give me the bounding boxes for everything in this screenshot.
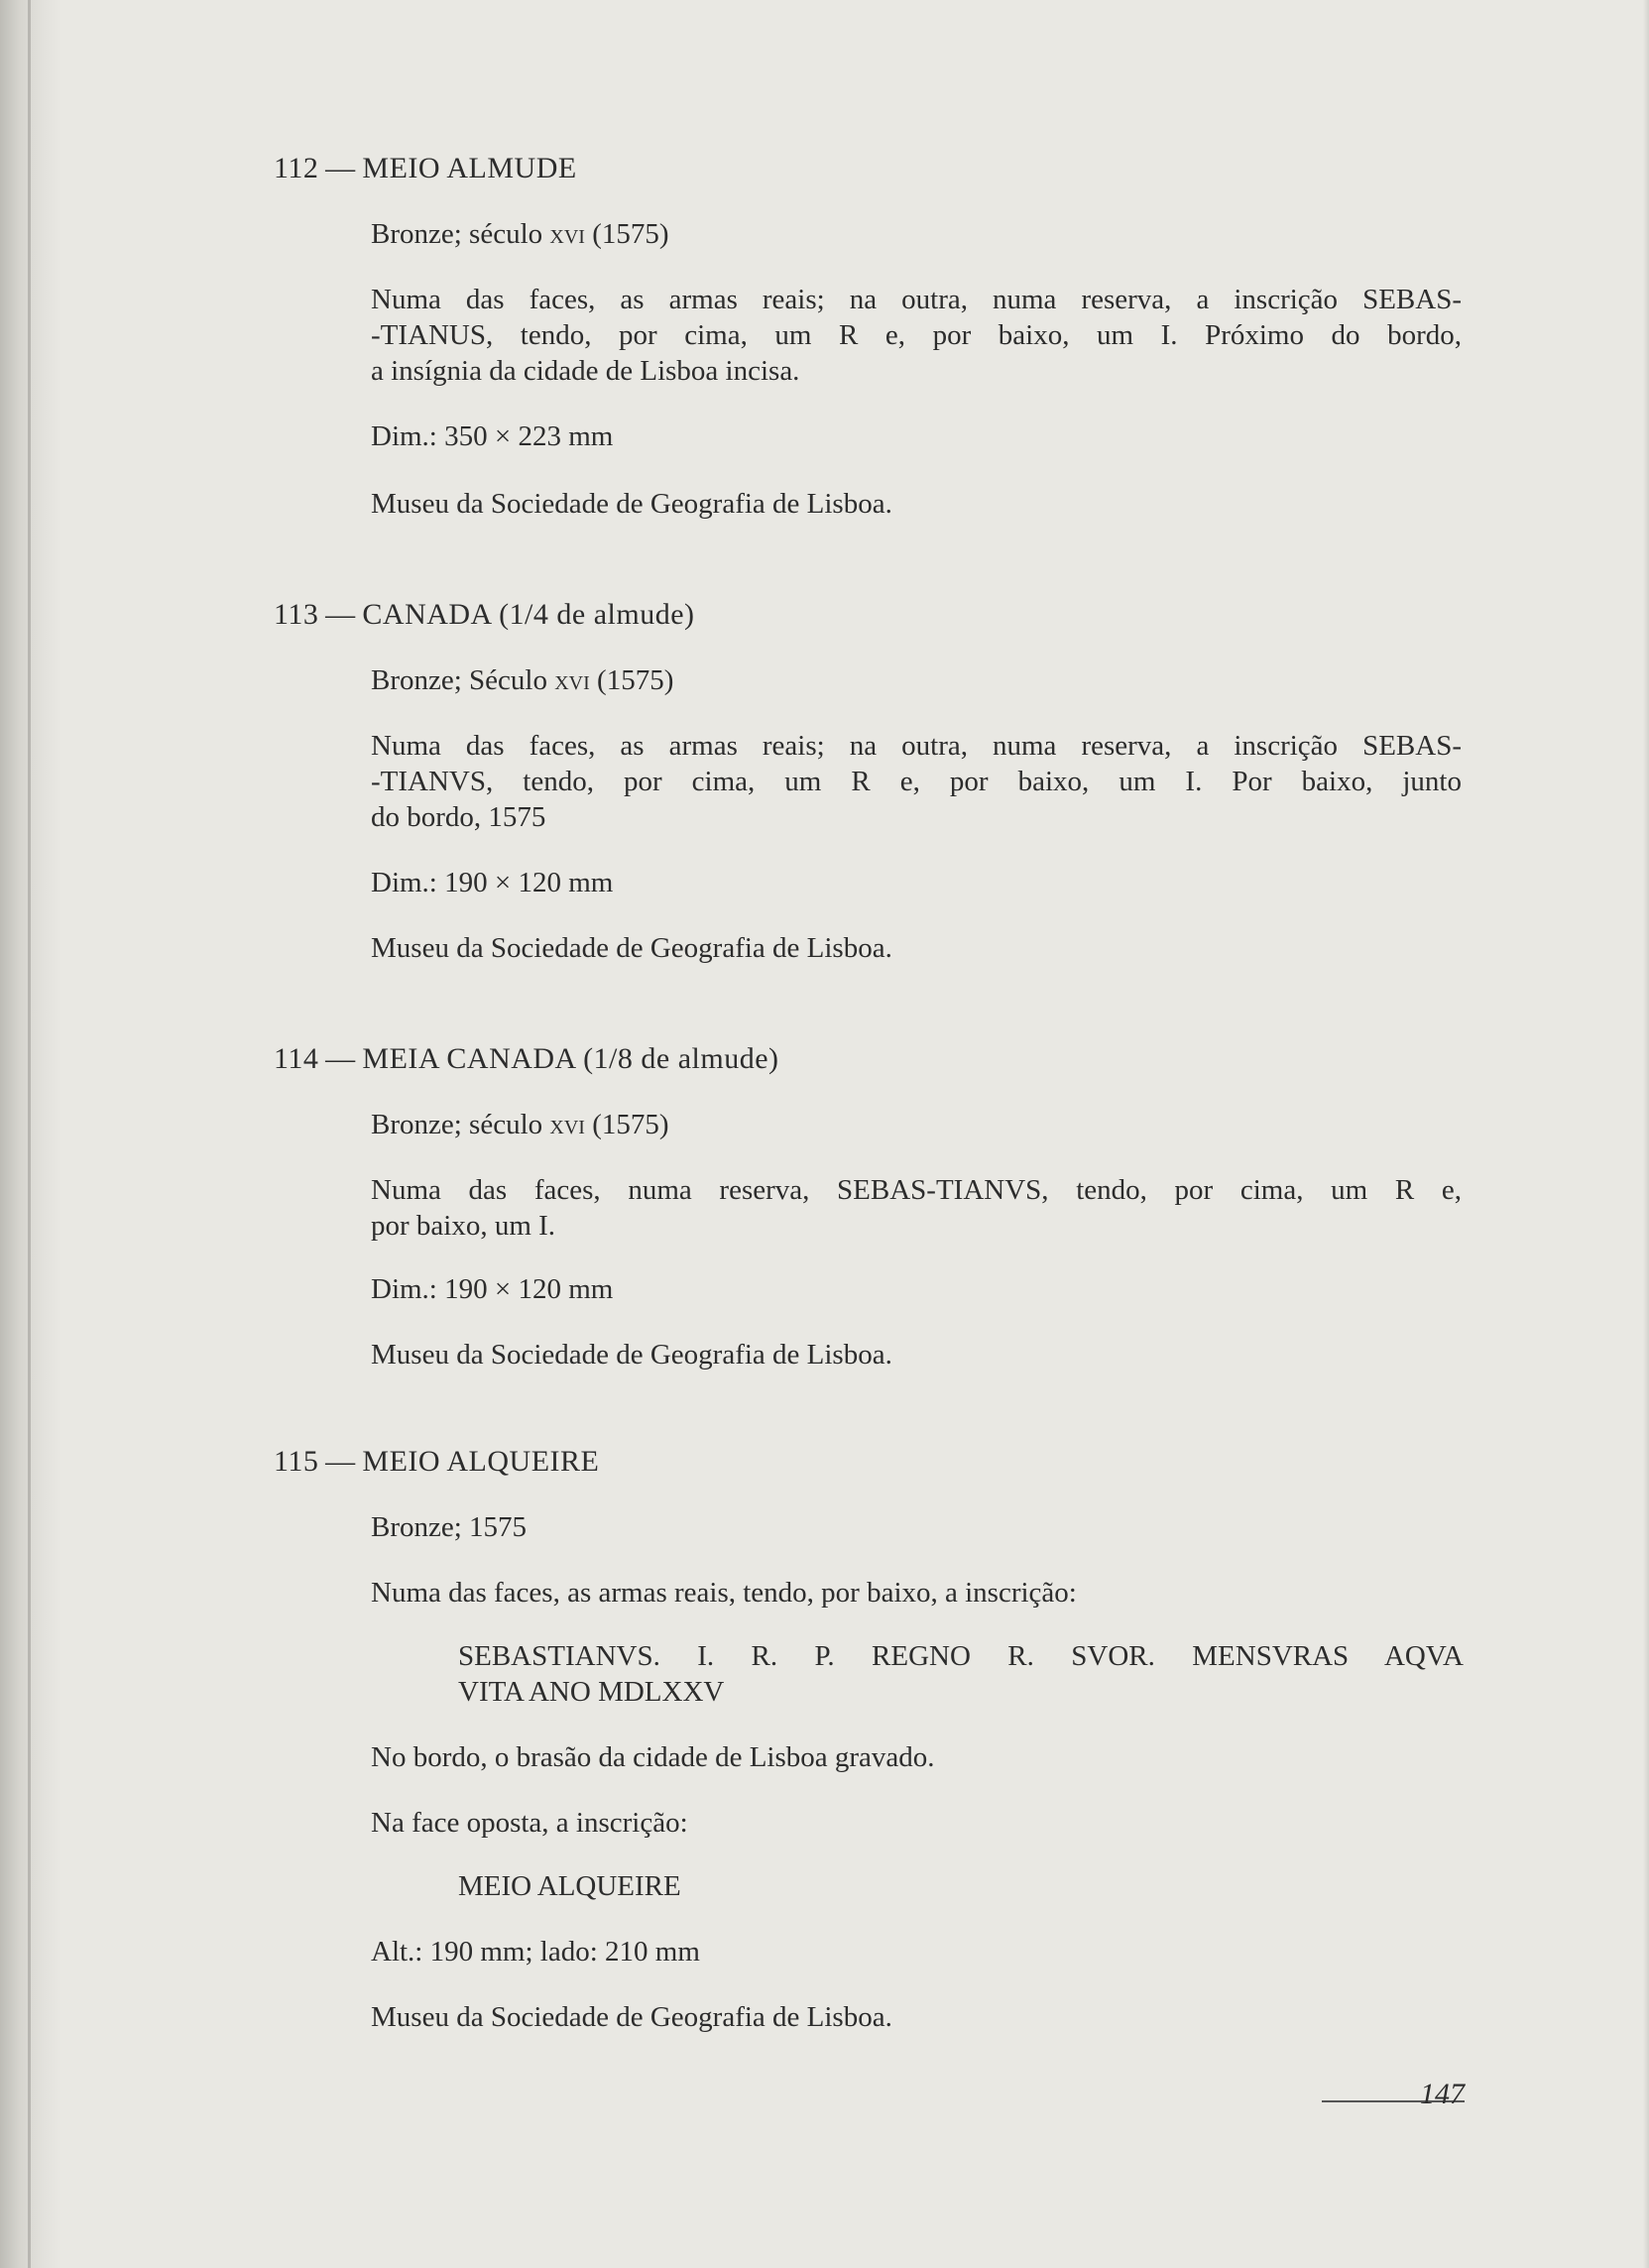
page-gutter [0,0,61,2268]
entry-number: 112 [274,152,319,184]
entry-material: Bronze; século xvi (1575) [371,1109,669,1140]
entry-museum: Museu da Sociedade de Geografia de Lisboa. [371,932,892,964]
entry-dash: — [325,598,356,631]
entry-description-line: Numa das faces, as armas reais; na outra, numa reserva, a inscrição SEBAS- [371,730,1462,762]
entry-description-line: Numa das faces, as armas reais, tendo, por baixo, a inscrição: [371,1577,1077,1609]
entry-dimensions: Alt.: 190 mm; lado: 210 mm [371,1936,700,1968]
entry-description-line: do bordo, 1575 [371,801,546,833]
entry-heading [274,597,695,633]
inscription-line: SEBASTIANVS. I. R. P. REGNO R. SVOR. MENSVRAS AQVA [458,1640,1464,1672]
entry-dimensions: Dim.: 350 × 223 mm [371,420,614,452]
entry-museum: Museu da Sociedade de Geografia de Lisboa. [371,2001,892,2033]
entry-rim-note: No bordo, o brasão da cidade de Lisboa gravado. [371,1741,935,1773]
gutter-line [28,0,31,2268]
entry-material: Bronze; século xvi (1575) [371,218,669,250]
entry-dash: — [325,152,356,184]
entry-title: MEIO ALMUDE [362,152,577,184]
inscription-line: MEIO ALQUEIRE [458,1870,681,1902]
entry-title: CANADA (1/4 de almude) [362,598,695,631]
entry-heading [274,1444,599,1480]
entry-description-line: Numa das faces, as armas reais; na outra, numa reserva, a inscrição SEBAS- [371,284,1462,315]
entry-opposite-face: Na face oposta, a inscrição: [371,1807,688,1839]
entry-material: Bronze; Século xvi (1575) [371,664,674,696]
entry-title: MEIA CANADA (1/8 de almude) [362,1042,779,1075]
page-number: 147 [1420,2078,1465,2110]
entry-dash: — [325,1042,356,1075]
entry-description-line: Numa das faces, numa reserva, SEBAS-TIANVS, tendo, por cima, um R e, [371,1174,1462,1206]
entry-museum: Museu da Sociedade de Geografia de Lisboa. [371,1339,892,1371]
entry-heading [274,151,577,186]
entry-heading [274,1041,779,1077]
entry-museum: Museu da Sociedade de Geografia de Lisboa. [371,488,892,520]
entry-title: MEIO ALQUEIRE [362,1445,600,1478]
page-edge [1643,0,1649,2268]
entry-description-line: por baixo, um I. [371,1210,556,1242]
inscription-line: VITA ANO MDLXXV [458,1676,725,1708]
entry-description-line: a insígnia da cidade de Lisboa incisa. [371,355,800,387]
entry-number: 114 [274,1042,319,1075]
entry-dimensions: Dim.: 190 × 120 mm [371,867,614,898]
entry-number: 115 [274,1445,319,1478]
entry-number: 113 [274,598,319,631]
entry-description-line: -TIANVS, tendo, por cima, um R e, por baixo, um I. Por baixo, junto [371,766,1462,797]
entry-material: Bronze; 1575 [371,1511,528,1543]
entry-description-line: -TIANUS, tendo, por cima, um R e, por baixo, um I. Próximo do bordo, [371,319,1462,351]
entry-dash: — [325,1445,356,1478]
entry-dimensions: Dim.: 190 × 120 mm [371,1273,614,1305]
